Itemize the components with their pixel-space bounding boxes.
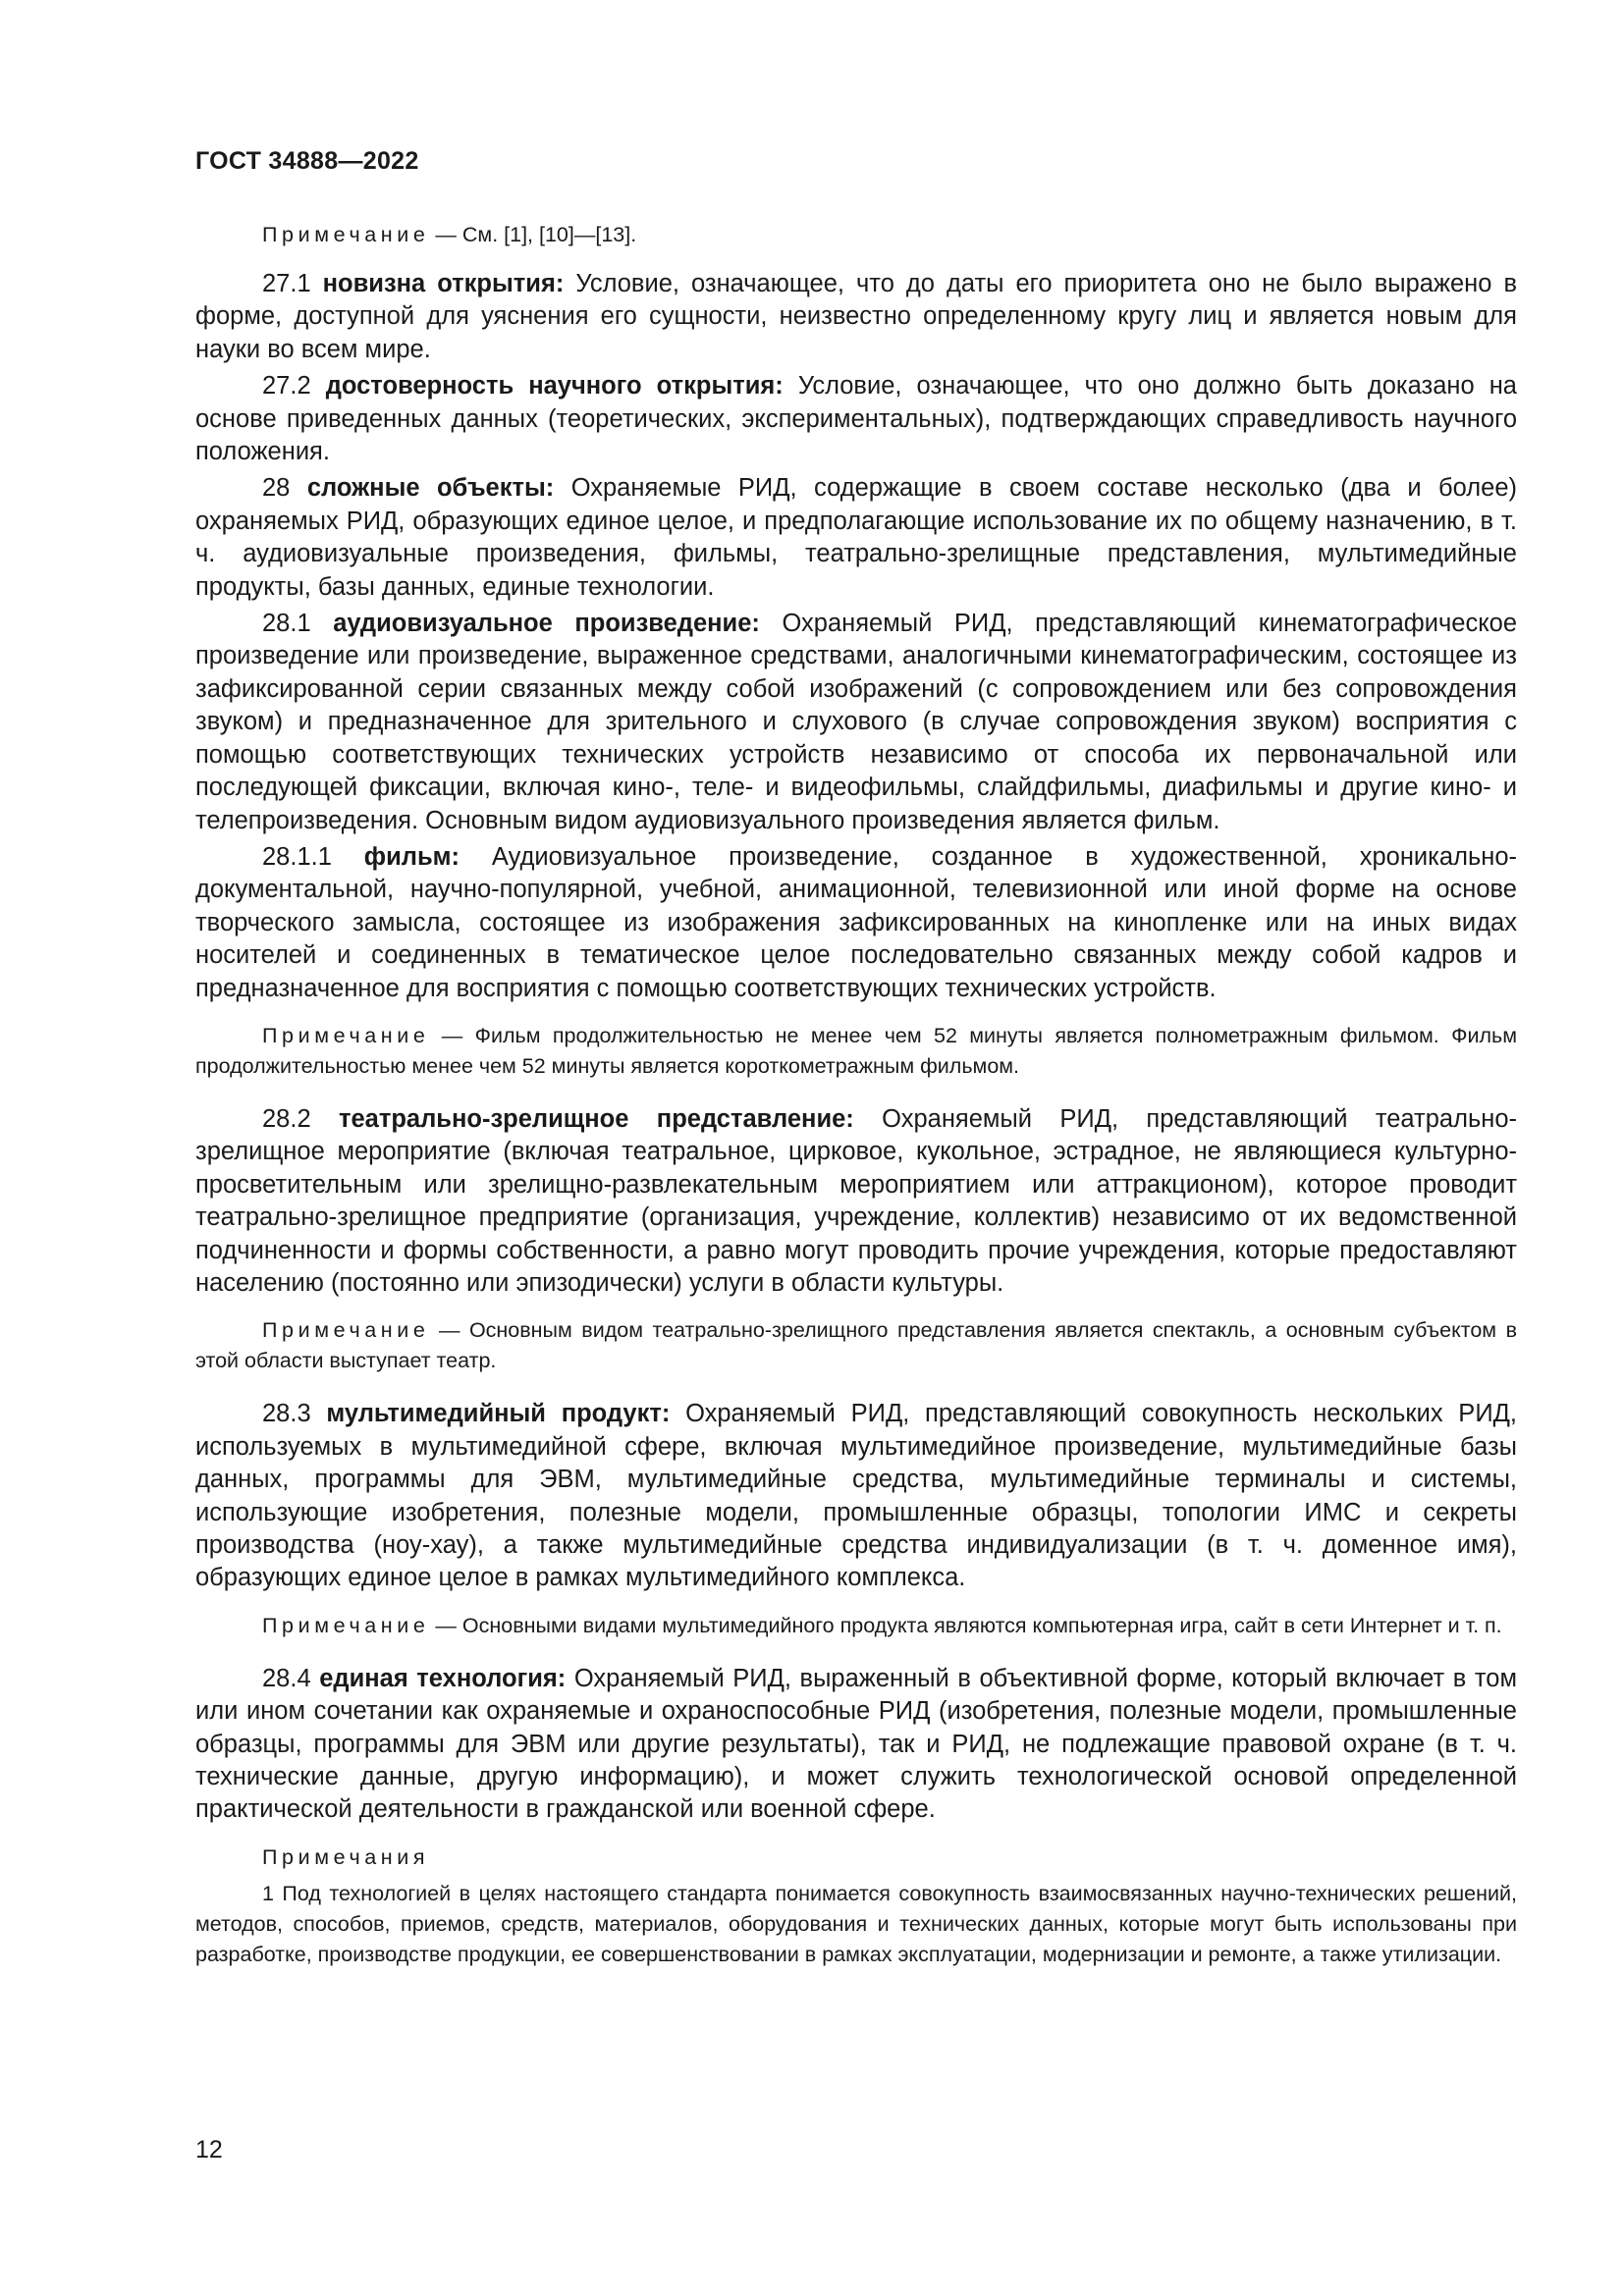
section-number: 28.1 [262,610,334,638]
section-number: 27.1 [262,270,323,297]
document-body [195,220,1517,1970]
section-28-2 [195,1103,1517,1300]
section-28-1 [195,608,1517,837]
note-text: — См. [1], [10]—[13]. [429,223,637,246]
note-multimedia [195,1611,1517,1641]
section-27-1 [195,268,1517,366]
definition: Охраняемые РИД, содержащие в своем составе несколько (два и более) охраняемых РИД, образующих единое целое, и предполагающие использование их по общему назначению, в т. ч. аудиовизуальные произведения, фильмы, театрально-зрелищные представления, мультимедийные продукты, базы данных, единые технологии. [195,474,1518,601]
definition: Охраняемый РИД, представляющий театрально-зрелищное мероприятие (включая театральное, цирковое, кукольное, эстрадное, не являющиеся культурно-просветительным или зрелищно-развлекательным мероприятием или аттракционом), которое проводит театрально-зрелищное предприятие (организация, учреждение, коллектив) независимо от их ведомственной подчиненности и формы собственности, а равно могут проводить прочие учреждения, которые предоставляют населению (постоянно или эпизодически) услуги в области культуры. [195,1104,1517,1297]
note-see-references [195,220,1517,250]
definition: Аудиовизуальное произведение, созданное в художественной, хроникально-документальной, научно-популярной, учебной, анимационной, телевизионной или иной форме на основе творческого замысла, состоящее из изображения зафиксированных на кинопленке или на иных видах носителей и соединенных в тематическое целое последовательно связанных между собой кадров и предназначенное для восприятия с помощью соответствующих технических устройств. [195,842,1517,1002]
section-28-1-1 [195,841,1517,1005]
note-text: — Основными видами мультимедийного продукта являются компьютерная игра, сайт в сети Интернет и т. п. [429,1613,1502,1637]
definition: Условие, означающее, что оно должно быть доказано на основе приведенных данных (теоретических, экспериментальных), подтверждающих справедливость научного положения. [195,372,1517,466]
term: мультимедийный продукт: [326,1400,671,1428]
definition: Условие, означающее, что до даты его приоритета оно не было выражено в форме, доступной для уяснения его сущности, неизвестно определенному кругу лиц и является новым для науки во всем мире. [195,270,1518,363]
note-label: Примечание [262,1023,430,1047]
term: аудиовизуальное произведение: [333,610,760,638]
definition: Охраняемый РИД, представляющий кинематографическое произведение или произведение, выраженное средствами, аналогичными кинематографическим, состоящее из зафиксированной серии связанных между собой изображений (с сопровождением или без сопровождения звуком) и предназначенное для зрительного и слухового (в случае сопровождения звуком) восприятия с помощью соответствующих технических устройств независимо от способа их первоначальной или последующей фиксации, включая кино-, теле- и видеофильмы, слайдфильмы, диафильмы и другие кино- и телепроизведения. Основным видом аудиовизуального произведения является фильм. [195,610,1518,834]
section-number: 28.4 [262,1664,320,1692]
note-label: Примечание [262,1318,430,1343]
page-number: 12 [195,2136,223,2163]
term: театрально-зрелищное представление: [339,1104,854,1133]
document-header: ГОСТ 34888—2022 [195,147,419,175]
section-number: 28.3 [262,1400,327,1428]
term: единая технология: [319,1664,567,1692]
section-27-2 [195,370,1517,468]
note-technology-item-1: 1 Под технологией в целях настоящего стандарта понимается совокупность взаимосвязанных научно-технических решений, методов, способов, приемов, средств, материалов, оборудования и технических данных, которые могут быть использованы при разработке, производстве продукции, ее совершенствовании в рамках эксплуатации, модернизации и ремонте, а также утилизации. [195,1881,1517,1966]
notes-heading: Примечания [262,1844,430,1869]
section-number: 28 [262,474,307,503]
term: новизна открытия: [322,270,565,297]
definition: Охраняемый РИД, представляющий совокупность нескольких РИД, используемых в мультимедийной сфере, включая мультимедийное произведение, мультимедийные базы данных, программы для ЭВМ, мультимедийные средства, мультимедийные терминалы и системы, использующие изобретения, полезные модели, промышленные образцы, топологии ИМС и секреты производства (ноу-хау), а также мультимедийные средства индивидуализации (в т. ч. доменное имя), образующих единое целое в рамках мультимедийного комплекса. [195,1400,1517,1592]
note-label: Примечание [262,223,430,246]
section-28-3 [195,1398,1517,1594]
section-28 [195,472,1517,604]
term: достоверность научного открытия: [325,372,784,400]
section-number: 28.2 [262,1104,339,1133]
note-label: Примечание [262,1613,430,1637]
section-number: 28.1.1 [262,842,364,871]
section-number: 27.2 [262,372,326,400]
note-text: — Основным видом театрально-зрелищного представления является спектакль, а основным субъектом в этой области выступает театр. [195,1318,1517,1373]
term: сложные объекты: [306,474,555,503]
section-28-4 [195,1663,1517,1827]
term: фильм: [363,842,460,871]
note-text: — Фильм продолжительностью не менее чем 52 минуты является полнометражным фильмом. Фильм продолжительностью менее чем 52 минуты является короткометражным фильмом. [195,1023,1517,1078]
note-film [195,1021,1517,1082]
note-theatre [195,1315,1517,1376]
definition: Охраняемый РИД, выраженный в объективной форме, который включает в том или ином сочетании как охраняемые и охраноспособные РИД (изобретения, полезные модели, промышленные образцы, программы для ЭВМ или другие результаты), так и РИД, не подлежащие правовой охране (в т. ч. технические данные, другую информацию), и может служить технологической основой определенной практической деятельности в гражданской или военной сфере. [195,1664,1517,1824]
